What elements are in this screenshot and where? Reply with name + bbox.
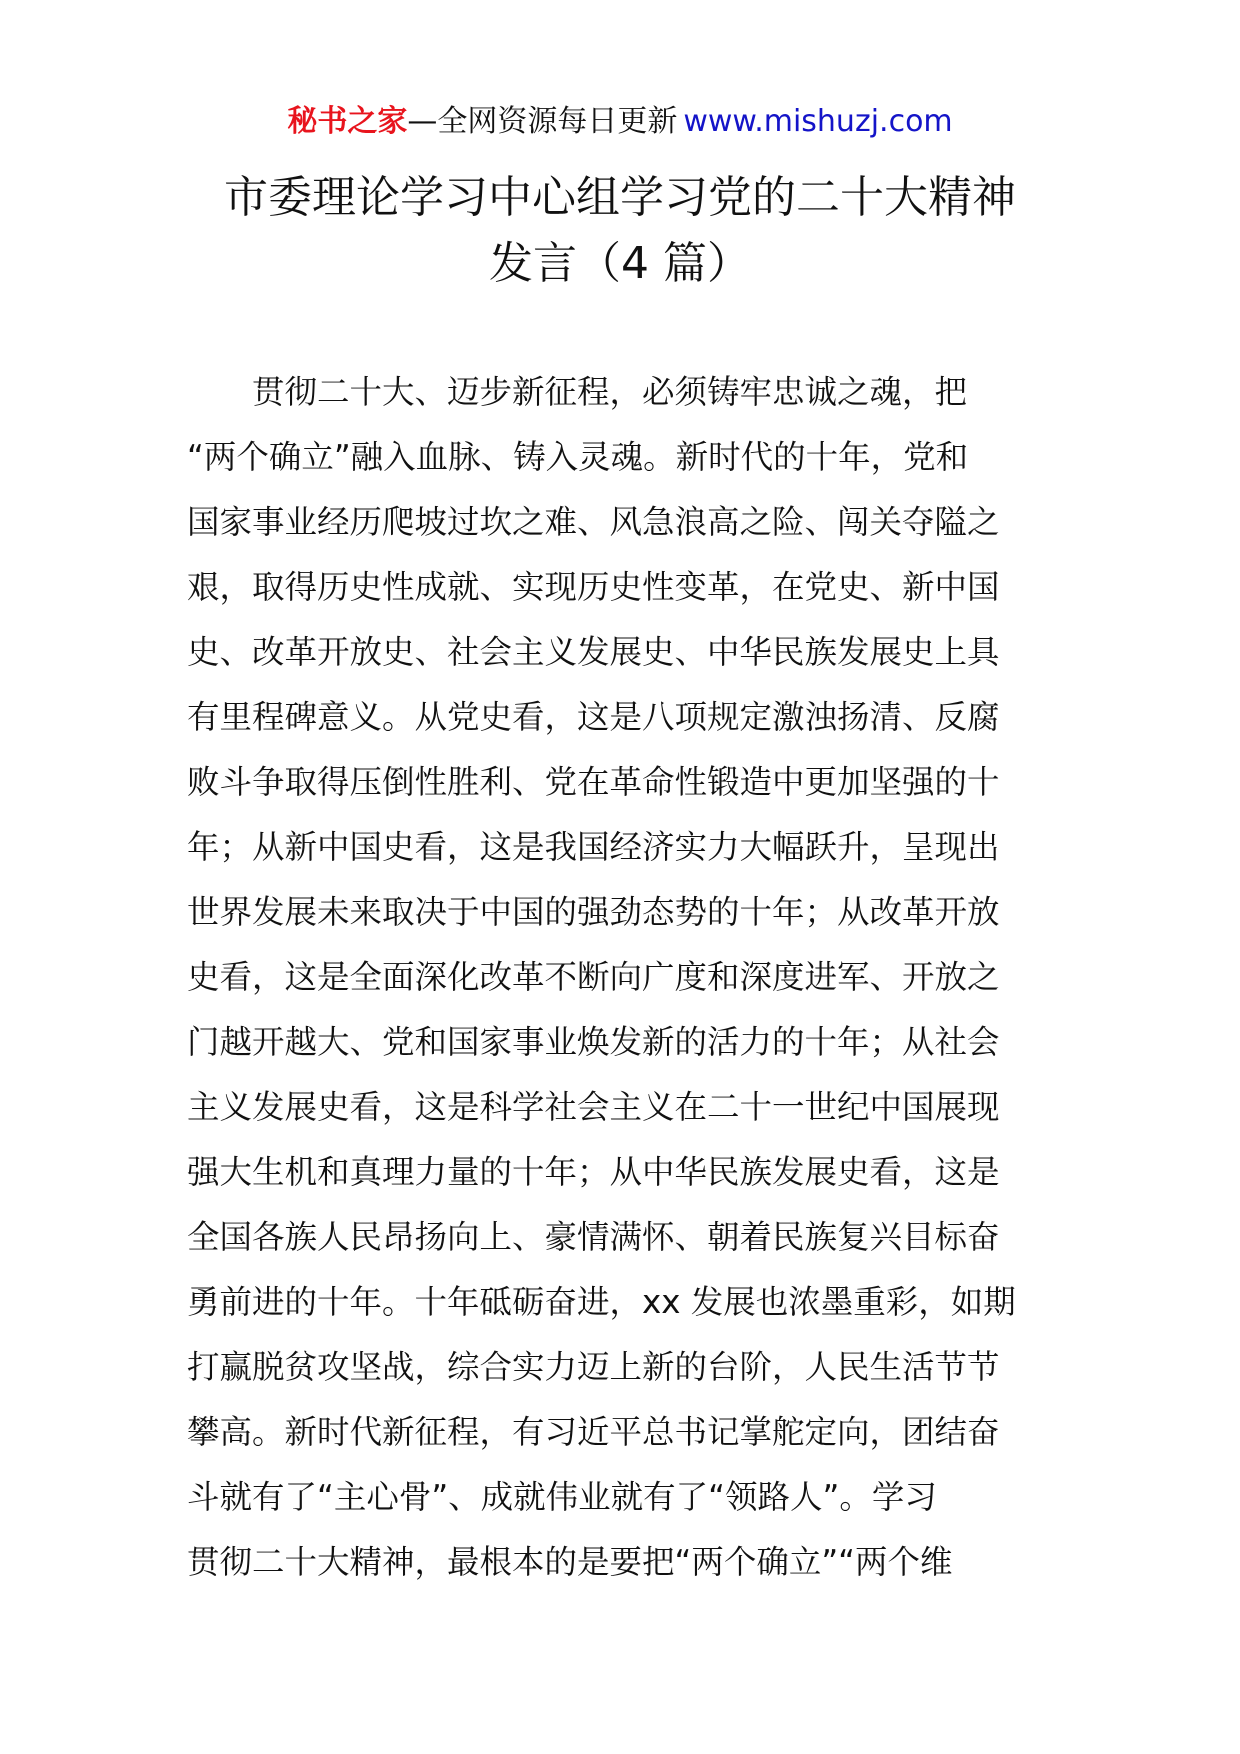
body-line: 攀高。新时代新征程，有习近平总书记掌舵定向，团结奋 [187,1413,1000,1451]
document-title [0,165,1240,297]
site-header [0,100,1240,144]
document-title-line-1: 市委理论学习中心组学习党的二十大精神 [224,172,1016,223]
body-line: 败斗争取得压倒性胜利、党在革命性锻造中更加坚强的十 [187,763,1000,801]
body-line: 斗就有了“主心骨”、成就伟业就有了“领路人”。学习 [187,1478,937,1516]
body-line: 门越开越大、党和国家事业焕发新的活力的十年；从社会 [187,1023,1000,1061]
document-title-line-2: 发言（4 篇） [489,238,751,289]
body-line: 史看，这是全面深化改革不断向广度和深度进军、开放之 [187,958,1000,996]
body-line: 年；从新中国史看，这是我国经济实力大幅跃升，呈现出 [187,828,1000,866]
body-line: 打赢脱贫攻坚战，综合实力迈上新的台阶，人民生活节节 [187,1348,1000,1386]
body-line: 勇前进的十年。十年砥砺奋进，xx 发展也浓墨重彩，如期 [187,1283,1016,1321]
body-line: 贯彻二十大精神，最根本的是要把“两个确立”“两个维 [187,1543,953,1581]
site-url-link[interactable]: www.mishuzj.com [683,104,953,139]
document-body [187,360,1053,1595]
body-line: 贯彻二十大、迈步新征程，必须铸牢忠诚之魂，把 [187,373,968,411]
body-line: 史、改革开放史、社会主义发展史、中华民族发展史上具 [187,633,1000,671]
body-line: “两个确立”融入血脉、铸入灵魂。新时代的十年，党和 [187,438,969,476]
body-line: 有里程碑意义。从党史看，这是八项规定激浊扬清、反腐 [187,698,1000,736]
body-line: 全国各族人民昂扬向上、豪情满怀、朝着民族复兴目标奋 [187,1218,1000,1256]
site-tagline: —全网资源每日更新 [407,104,678,139]
body-line: 艰，取得历史性成就、实现历史性变革，在党史、新中国 [187,568,1000,606]
body-line: 国家事业经历爬坡过坎之难、风急浪高之险、闯关夺隘之 [187,503,1000,541]
body-line: 主义发展史看，这是科学社会主义在二十一世纪中国展现 [187,1088,1000,1126]
brand-name: 秘书之家 [287,104,408,139]
body-line: 强大生机和真理力量的十年；从中华民族发展史看，这是 [187,1153,1000,1191]
body-line: 世界发展未来取决于中国的强劲态势的十年；从改革开放 [187,893,1000,931]
